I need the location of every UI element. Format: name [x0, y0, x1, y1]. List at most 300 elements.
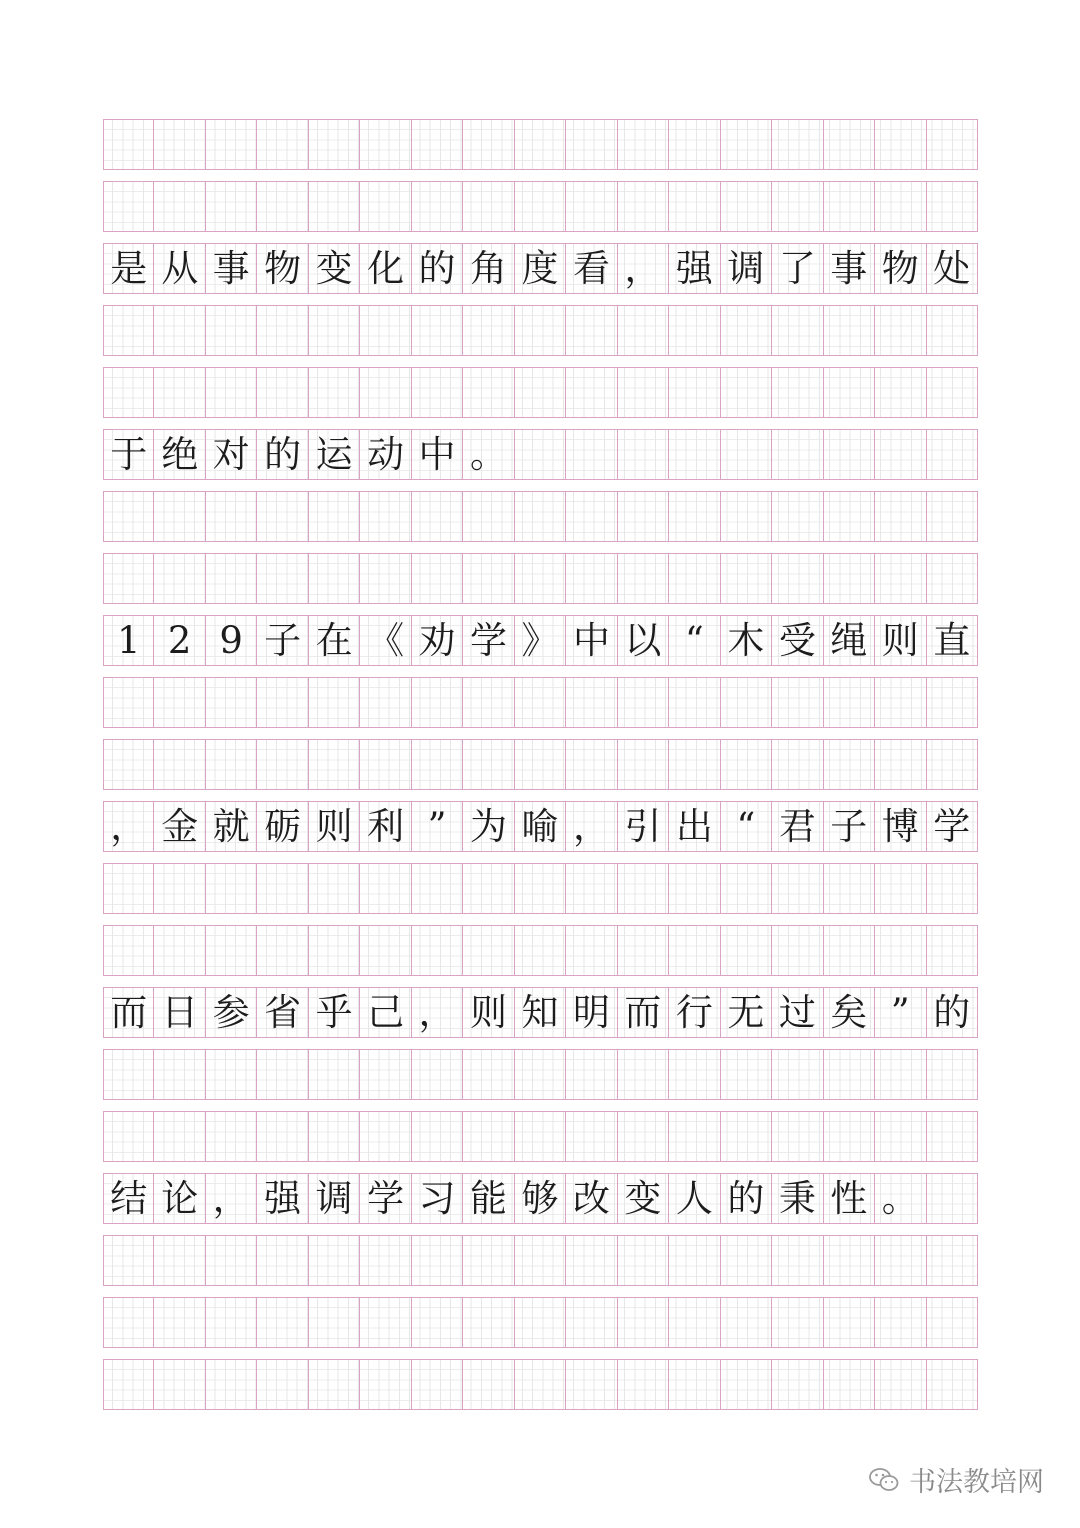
grid-cell	[875, 368, 926, 417]
grid-cell: ，	[103, 802, 154, 851]
grid-cell	[257, 368, 308, 417]
grid-cell	[772, 182, 823, 231]
grid-cell	[463, 1112, 514, 1161]
grid-cell	[206, 1112, 257, 1161]
grid-cell	[772, 120, 823, 169]
grid-cell: 子	[257, 616, 308, 665]
grid-cell	[257, 740, 308, 789]
grid-row	[103, 491, 978, 542]
grid-cell	[206, 1298, 257, 1347]
grid-cell	[257, 182, 308, 231]
grid-cell	[618, 1360, 669, 1409]
grid-cell	[412, 1298, 463, 1347]
grid-cell	[721, 1050, 772, 1099]
grid-cell	[515, 492, 566, 541]
grid-cell: 。	[463, 430, 514, 479]
grid-cell	[309, 1050, 360, 1099]
grid-cell	[824, 1298, 875, 1347]
grid-cell	[103, 120, 154, 169]
grid-cell	[103, 1298, 154, 1347]
grid-cell	[721, 864, 772, 913]
grid-cell: 学	[360, 1174, 411, 1223]
grid-cell	[206, 1360, 257, 1409]
grid-cell	[309, 492, 360, 541]
grid-cell: 够	[515, 1174, 566, 1223]
grid-cell	[669, 1298, 720, 1347]
grid-cell	[669, 678, 720, 727]
grid-cell	[566, 1298, 617, 1347]
grid-cell	[772, 740, 823, 789]
grid-cell	[412, 554, 463, 603]
grid-cell	[618, 120, 669, 169]
grid-cell	[824, 926, 875, 975]
grid-cell	[824, 554, 875, 603]
grid-cell	[875, 1050, 926, 1099]
grid-cell: 《	[360, 616, 411, 665]
grid-cell	[875, 1112, 926, 1161]
grid-cell	[566, 1236, 617, 1285]
grid-row	[103, 243, 978, 294]
grid-cell	[927, 1298, 978, 1347]
grid-cell	[875, 430, 926, 479]
grid-row	[103, 1297, 978, 1348]
grid-cell	[463, 306, 514, 355]
grid-cell	[257, 678, 308, 727]
grid-cell	[824, 182, 875, 231]
grid-cell: 省	[257, 988, 308, 1037]
grid-cell	[566, 182, 617, 231]
grid-cell	[669, 926, 720, 975]
grid-cell	[103, 368, 154, 417]
grid-cell: 参	[206, 988, 257, 1037]
grid-cell: “	[669, 616, 720, 665]
grid-cell	[206, 740, 257, 789]
grid-cell	[772, 926, 823, 975]
grid-cell	[566, 368, 617, 417]
grid-cell	[206, 864, 257, 913]
grid-cell	[772, 1298, 823, 1347]
grid-cell	[721, 306, 772, 355]
grid-cell	[360, 368, 411, 417]
grid-cell	[669, 1360, 720, 1409]
grid-cell	[154, 368, 205, 417]
grid-cell	[309, 120, 360, 169]
grid-cell	[824, 1112, 875, 1161]
grid-cell: 就	[206, 802, 257, 851]
grid-cell	[257, 1298, 308, 1347]
grid-cell	[927, 678, 978, 727]
grid-cell: 从	[154, 244, 205, 293]
grid-cell: 利	[360, 802, 411, 851]
wechat-icon	[869, 1467, 899, 1493]
grid-cell	[875, 678, 926, 727]
grid-row	[103, 1235, 978, 1286]
grid-cell	[566, 678, 617, 727]
grid-cell	[257, 1360, 308, 1409]
grid-cell: 中	[566, 616, 617, 665]
grid-cell: 而	[618, 988, 669, 1037]
grid-cell: 乎	[309, 988, 360, 1037]
grid-cell: 秉	[772, 1174, 823, 1223]
grid-cell: 能	[463, 1174, 514, 1223]
grid-cell	[824, 492, 875, 541]
grid-cell: 过	[772, 988, 823, 1037]
grid-cell	[360, 554, 411, 603]
grid-cell	[669, 864, 720, 913]
grid-cell: 看	[566, 244, 617, 293]
grid-cell	[927, 926, 978, 975]
grid-cell	[257, 1236, 308, 1285]
grid-cell	[927, 1050, 978, 1099]
grid-cell	[824, 306, 875, 355]
grid-cell	[412, 1050, 463, 1099]
grid-cell	[103, 678, 154, 727]
grid-row	[103, 119, 978, 170]
grid-cell: 9	[206, 616, 257, 665]
grid-cell	[566, 864, 617, 913]
grid-cell: 劝	[412, 616, 463, 665]
grid-cell	[618, 740, 669, 789]
grid-cell	[618, 492, 669, 541]
grid-cell	[721, 368, 772, 417]
grid-cell: ，	[566, 802, 617, 851]
grid-cell	[927, 554, 978, 603]
grid-cell	[721, 740, 772, 789]
grid-cell: 调	[309, 1174, 360, 1223]
grid-cell	[463, 740, 514, 789]
grid-cell: 运	[309, 430, 360, 479]
grid-cell	[257, 926, 308, 975]
grid-cell: 博	[875, 802, 926, 851]
grid-cell	[618, 368, 669, 417]
grid-cell	[824, 678, 875, 727]
grid-cell: 改	[566, 1174, 617, 1223]
grid-cell	[515, 740, 566, 789]
grid-cell	[721, 120, 772, 169]
grid-cell	[566, 554, 617, 603]
grid-cell: 变	[618, 1174, 669, 1223]
grid-cell	[566, 120, 617, 169]
grid-cell	[721, 926, 772, 975]
grid-cell	[360, 1236, 411, 1285]
grid-cell	[309, 926, 360, 975]
grid-cell	[360, 864, 411, 913]
grid-cell	[412, 740, 463, 789]
grid-cell	[875, 306, 926, 355]
grid-cell	[206, 368, 257, 417]
grid-cell: 度	[515, 244, 566, 293]
grid-cell	[566, 306, 617, 355]
grid-cell: 君	[772, 802, 823, 851]
grid-cell	[360, 678, 411, 727]
grid-cell	[721, 1112, 772, 1161]
grid-cell	[515, 1236, 566, 1285]
grid-cell	[618, 182, 669, 231]
grid-cell	[772, 430, 823, 479]
grid-cell	[412, 120, 463, 169]
grid-cell: 矣	[824, 988, 875, 1037]
grid-cell	[360, 740, 411, 789]
grid-cell	[721, 678, 772, 727]
grid-cell	[566, 926, 617, 975]
grid-cell: 以	[618, 616, 669, 665]
grid-cell	[772, 1050, 823, 1099]
grid-cell: 》	[515, 616, 566, 665]
grid-cell	[721, 182, 772, 231]
grid-cell	[309, 1360, 360, 1409]
grid-cell	[309, 182, 360, 231]
grid-cell	[360, 1298, 411, 1347]
grid-cell	[515, 1360, 566, 1409]
grid-cell: 学	[927, 802, 978, 851]
grid-row	[103, 863, 978, 914]
grid-cell	[412, 306, 463, 355]
grid-row	[103, 1173, 978, 1224]
grid-cell	[463, 1050, 514, 1099]
grid-cell: 砺	[257, 802, 308, 851]
grid-cell	[257, 554, 308, 603]
grid-row	[103, 1359, 978, 1410]
grid-cell	[463, 554, 514, 603]
grid-cell	[515, 430, 566, 479]
grid-cell	[875, 120, 926, 169]
grid-cell: 处	[927, 244, 978, 293]
grid-cell	[309, 678, 360, 727]
grid-cell: ，	[618, 244, 669, 293]
grid-row	[103, 801, 978, 852]
grid-row	[103, 925, 978, 976]
grid-cell	[515, 1050, 566, 1099]
grid-cell	[103, 1050, 154, 1099]
grid-cell	[360, 182, 411, 231]
grid-cell	[309, 864, 360, 913]
grid-cell	[206, 182, 257, 231]
grid-cell	[154, 678, 205, 727]
grid-cell	[618, 926, 669, 975]
grid-cell	[103, 1360, 154, 1409]
grid-cell	[824, 1050, 875, 1099]
grid-cell	[772, 306, 823, 355]
grid-cell: 无	[721, 988, 772, 1037]
grid-cell	[103, 554, 154, 603]
grid-cell	[206, 678, 257, 727]
grid-cell: 习	[412, 1174, 463, 1223]
grid-cell	[772, 368, 823, 417]
grid-cell	[875, 554, 926, 603]
grid-cell	[618, 1298, 669, 1347]
grid-cell	[360, 926, 411, 975]
grid-cell	[927, 430, 978, 479]
grid-cell: 日	[154, 988, 205, 1037]
grid-cell	[257, 1112, 308, 1161]
grid-cell: 子	[824, 802, 875, 851]
grid-cell: 绝	[154, 430, 205, 479]
grid-cell	[669, 182, 720, 231]
grid-cell	[824, 430, 875, 479]
grid-cell	[721, 1360, 772, 1409]
grid-cell	[257, 492, 308, 541]
grid-cell: 论	[154, 1174, 205, 1223]
grid-cell	[154, 1360, 205, 1409]
grid-cell	[412, 1360, 463, 1409]
grid-cell: 的	[412, 244, 463, 293]
grid-cell	[515, 182, 566, 231]
grid-cell	[515, 368, 566, 417]
grid-row	[103, 553, 978, 604]
grid-cell: 学	[463, 616, 514, 665]
grid-cell	[618, 864, 669, 913]
grid-cell	[618, 678, 669, 727]
grid-cell	[154, 740, 205, 789]
grid-cell	[309, 306, 360, 355]
grid-cell	[154, 492, 205, 541]
grid-cell	[824, 1360, 875, 1409]
grid-cell	[875, 1236, 926, 1285]
grid-cell: 结	[103, 1174, 154, 1223]
grid-cell	[772, 1360, 823, 1409]
grid-cell	[463, 926, 514, 975]
grid-cell	[566, 430, 617, 479]
grid-cell: 己	[360, 988, 411, 1037]
grid-cell	[412, 678, 463, 727]
grid-cell	[875, 926, 926, 975]
grid-cell: 直	[927, 616, 978, 665]
grid-cell	[669, 1050, 720, 1099]
grid-cell: 的	[721, 1174, 772, 1223]
grid-cell	[154, 1236, 205, 1285]
grid-cell: 则	[875, 616, 926, 665]
grid-cell	[669, 554, 720, 603]
grid-cell	[515, 864, 566, 913]
grid-cell	[309, 368, 360, 417]
grid-cell	[669, 740, 720, 789]
grid-cell	[360, 120, 411, 169]
grid-cell: 的	[257, 430, 308, 479]
grid-cell	[927, 492, 978, 541]
grid-cell	[927, 368, 978, 417]
grid-cell	[154, 1112, 205, 1161]
grid-cell	[515, 678, 566, 727]
grid-cell	[927, 182, 978, 231]
grid-cell	[360, 1360, 411, 1409]
grid-cell	[875, 492, 926, 541]
grid-cell: 为	[463, 802, 514, 851]
grid-cell	[927, 740, 978, 789]
grid-cell: 喻	[515, 802, 566, 851]
grid-cell	[360, 492, 411, 541]
grid-cell	[463, 120, 514, 169]
grid-cell	[463, 492, 514, 541]
grid-cell	[618, 554, 669, 603]
grid-cell	[875, 1298, 926, 1347]
grid-cell: 动	[360, 430, 411, 479]
grid-cell: 是	[103, 244, 154, 293]
grid-row	[103, 367, 978, 418]
grid-cell	[103, 740, 154, 789]
grid-cell	[309, 1236, 360, 1285]
grid-cell	[669, 368, 720, 417]
grid-cell	[463, 368, 514, 417]
grid-cell	[824, 864, 875, 913]
grid-cell	[412, 368, 463, 417]
grid-row	[103, 677, 978, 728]
grid-cell	[154, 182, 205, 231]
grid-cell	[154, 306, 205, 355]
grid-cell	[463, 678, 514, 727]
grid-cell	[515, 120, 566, 169]
grid-cell	[360, 1112, 411, 1161]
grid-cell	[412, 864, 463, 913]
grid-cell: 物	[875, 244, 926, 293]
grid-cell	[927, 1174, 978, 1223]
grid-cell	[927, 1236, 978, 1285]
grid-cell	[103, 1236, 154, 1285]
grid-cell	[772, 1112, 823, 1161]
grid-cell: 1	[103, 616, 154, 665]
grid-cell: 行	[669, 988, 720, 1037]
grid-cell	[206, 492, 257, 541]
grid-cell: 金	[154, 802, 205, 851]
grid-cell	[206, 306, 257, 355]
grid-cell	[412, 1112, 463, 1161]
grid-cell	[824, 120, 875, 169]
grid-cell	[772, 492, 823, 541]
grid-cell	[927, 1112, 978, 1161]
grid-cell	[154, 1050, 205, 1099]
grid-cell	[515, 1112, 566, 1161]
grid-row	[103, 1111, 978, 1162]
grid-cell	[154, 120, 205, 169]
grid-cell: 中	[412, 430, 463, 479]
grid-cell	[721, 1298, 772, 1347]
grid-cell: 事	[824, 244, 875, 293]
grid-cell	[566, 492, 617, 541]
grid-cell	[154, 554, 205, 603]
grid-cell	[824, 368, 875, 417]
grid-cell	[772, 864, 823, 913]
grid-cell: ，	[412, 988, 463, 1037]
grid-cell	[309, 1298, 360, 1347]
grid-cell	[257, 120, 308, 169]
watermark-text: 书法教培网	[909, 1467, 1044, 1498]
grid-cell: 明	[566, 988, 617, 1037]
grid-cell	[566, 740, 617, 789]
grid-cell	[669, 1236, 720, 1285]
grid-cell	[618, 1050, 669, 1099]
grid-cell	[721, 554, 772, 603]
grid-cell	[566, 1360, 617, 1409]
grid-cell	[103, 1112, 154, 1161]
grid-cell: 变	[309, 244, 360, 293]
grid-cell	[927, 306, 978, 355]
grid-cell	[927, 120, 978, 169]
grid-cell	[360, 1050, 411, 1099]
grid-cell	[566, 1112, 617, 1161]
grid-cell	[257, 306, 308, 355]
grid-cell: 人	[669, 1174, 720, 1223]
grid-row	[103, 739, 978, 790]
grid-row	[103, 615, 978, 666]
grid-cell	[721, 1236, 772, 1285]
grid-cell	[669, 430, 720, 479]
grid-cell	[206, 120, 257, 169]
grid-cell	[875, 740, 926, 789]
grid-cell	[927, 1360, 978, 1409]
grid-cell	[206, 926, 257, 975]
grid-cell: 引	[618, 802, 669, 851]
grid-cell	[772, 678, 823, 727]
grid-cell	[360, 306, 411, 355]
